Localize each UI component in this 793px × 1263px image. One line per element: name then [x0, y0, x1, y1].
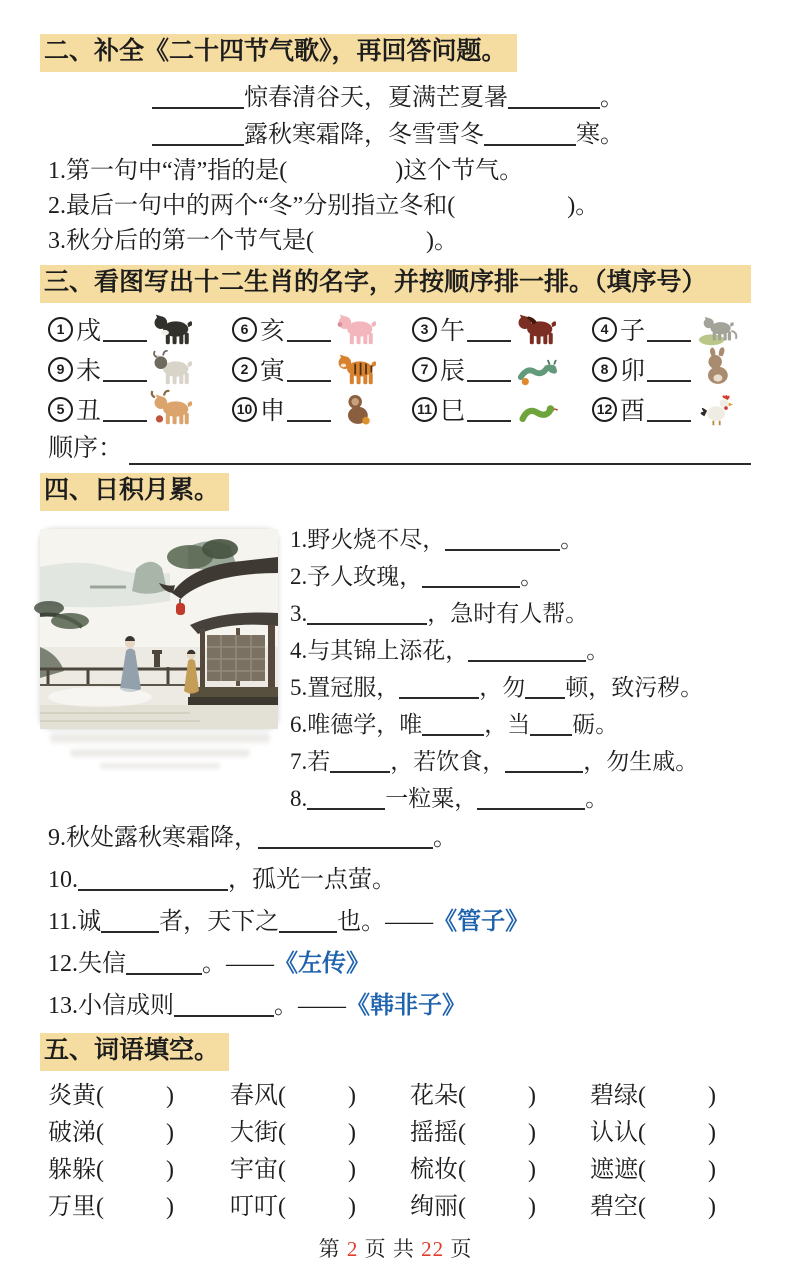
- idiom-item-4: 4.与其锦上添花， 。: [290, 638, 610, 663]
- zodiac-number-badge: 11: [412, 397, 437, 422]
- blank-line: [422, 713, 484, 736]
- idiom-item-11: 11.诚 者，天下之 也。——《管子》: [48, 909, 530, 935]
- idiom-item-7: 7.若 ，若饮食， ，勿生戚。: [290, 749, 699, 774]
- blank-line: [101, 909, 159, 933]
- zodiac-cell-hai-pig: [232, 311, 412, 347]
- idiom-item-13: 13.小信成则 。——《韩非子》: [48, 993, 466, 1019]
- word-cell: 万里( ): [48, 1194, 174, 1220]
- idiom-item-5: 5.置冠服， ，勿 顿，致污秽。: [290, 675, 704, 700]
- zodiac-number-badge: 4: [592, 317, 617, 342]
- idiom-item-6: 6.唯德学，唯 ，当 砺。: [290, 712, 619, 737]
- idiom-item-2: 2.予人玫瑰， 。: [290, 564, 544, 589]
- zodiac-number-badge: 2: [232, 357, 257, 382]
- zodiac-cell-xu-dog: [48, 311, 232, 347]
- zodiac-branch-label: 卯: [620, 358, 646, 385]
- word-cell: 躲躲( ): [48, 1157, 174, 1183]
- zodiac-branch-label: 丑: [76, 398, 102, 425]
- poem-text: 露秋寒霜降，冬雪雪冬: [244, 122, 484, 148]
- idiom-item-10: 10. ，孤光一点萤。: [48, 867, 396, 893]
- poem-line-2: [152, 117, 751, 154]
- zodiac-branch-label: 酉: [620, 398, 646, 425]
- zodiac-branch-label: 戌: [76, 318, 102, 345]
- page-number: 2: [346, 1237, 359, 1261]
- source-citation-guanzi: 《管子》: [433, 909, 530, 935]
- idiom-list: [290, 519, 751, 817]
- zodiac-branch-label: 辰: [440, 358, 466, 385]
- question-text: )这个节气。: [395, 158, 524, 184]
- zodiac-grid: [48, 311, 751, 427]
- idiom-item-9: 9.秋处露秋寒霜降， 。: [48, 825, 457, 851]
- source-citation-hanfeizi: 《韩非子》: [346, 993, 466, 1019]
- blank-line: [103, 357, 147, 382]
- zodiac-number-badge: 7: [412, 357, 437, 382]
- zodiac-number-badge: 10: [232, 397, 257, 422]
- zodiac-branch-label: 午: [440, 318, 466, 345]
- section2-heading: 二、补全《二十四节气歌》，再回答问题。: [40, 34, 517, 72]
- word-grid: [48, 1081, 751, 1223]
- source-citation-zuozhuan: 《左传》: [274, 951, 370, 977]
- word-cell: 花朵( ): [410, 1083, 536, 1109]
- dragon-icon: [515, 351, 559, 387]
- blank-line: [279, 909, 337, 933]
- word-cell: 破涕( ): [48, 1120, 174, 1146]
- blank-line: [152, 85, 244, 109]
- blank-line: [287, 357, 331, 382]
- page-footer: [40, 1233, 751, 1263]
- word-cell: 宇宙( ): [230, 1157, 356, 1183]
- zodiac-cell-chen-dragon: [412, 351, 592, 387]
- zodiac-number-badge: 8: [592, 357, 617, 382]
- word-cell: 炎黄( ): [48, 1083, 174, 1109]
- word-cell: 绚丽( ): [410, 1194, 536, 1220]
- idiom-item-1: 1.野火烧不尽， 。: [290, 527, 584, 552]
- blank-line: [647, 317, 691, 342]
- zodiac-cell-wu-horse: [412, 311, 592, 347]
- zodiac-cell-mao-rabbit: [592, 351, 759, 387]
- question-1: [48, 154, 751, 189]
- zodiac-cell-you-rooster: [592, 391, 759, 427]
- blank-line: [484, 122, 576, 146]
- question-3: [48, 224, 751, 259]
- word-cell: 大街( ): [230, 1120, 356, 1146]
- idiom-item-3: 3. ，急时有人帮。: [290, 601, 589, 626]
- zodiac-cell-wei-goat: [48, 351, 232, 387]
- zodiac-number-badge: 1: [48, 317, 73, 342]
- order-answer-line: [129, 440, 751, 465]
- idiom-item-8: 8. 一粒粟， 。: [290, 786, 609, 811]
- horse-icon: [515, 311, 559, 347]
- zodiac-cell-zi-rat: [592, 311, 759, 347]
- word-cell: 碧空( ): [590, 1194, 716, 1220]
- painting-column: [40, 519, 290, 817]
- section3-heading: 三、看图写出十二生肖的名字，并按顺序排一排。（填序号）: [40, 265, 751, 303]
- poem-text: 惊春清谷天，夏满芒夏暑: [244, 85, 508, 111]
- question-text: )。: [567, 193, 600, 219]
- word-cell: 碧绿( ): [590, 1083, 716, 1109]
- goat-icon: [151, 351, 195, 387]
- blank-line: [78, 867, 228, 891]
- blank-line: [445, 528, 560, 551]
- blank-line: [422, 565, 520, 588]
- blank-line: [126, 951, 202, 975]
- zodiac-branch-label: 巳: [440, 398, 466, 425]
- zodiac-cell-chou-ox: [48, 391, 232, 427]
- blank-line: [477, 787, 585, 810]
- blank-line: [103, 397, 147, 422]
- total-pages: 22: [421, 1237, 445, 1261]
- blank-line: [330, 750, 390, 773]
- zodiac-branch-label: 未: [76, 358, 102, 385]
- section4-body: [40, 519, 751, 817]
- rabbit-icon: [695, 351, 739, 387]
- word-cell: 摇摇( ): [410, 1120, 536, 1146]
- idiom-item-12: 12.失信 。——《左传》: [48, 951, 370, 977]
- blank-line: [467, 317, 511, 342]
- poem-punct: 。: [600, 85, 624, 111]
- blank-line: [467, 357, 511, 382]
- blank-line: [505, 750, 583, 773]
- section4-heading: 四、日积月累。: [40, 473, 229, 511]
- blank-line: [307, 787, 385, 810]
- blank-line: [399, 676, 479, 699]
- zodiac-number-badge: 3: [412, 317, 437, 342]
- question-text: 1.第一句中“清”指的是(: [48, 158, 288, 184]
- pig-icon: [335, 311, 379, 347]
- word-cell: 遮遮( ): [590, 1157, 716, 1183]
- zodiac-branch-label: 申: [260, 398, 286, 425]
- monkey-icon: [335, 391, 379, 427]
- word-cell: 认认( ): [590, 1120, 716, 1146]
- blank-line: [647, 397, 691, 422]
- zodiac-number-badge: 9: [48, 357, 73, 382]
- blank-line: [467, 397, 511, 422]
- zodiac-number-badge: 12: [592, 397, 617, 422]
- poem-punct: 寒。: [576, 122, 624, 148]
- blank-line: [174, 993, 274, 1017]
- question-text: 2.最后一句中的两个“冬”分别指立冬和(: [48, 193, 456, 219]
- word-cell: 叮叮( ): [230, 1194, 356, 1220]
- zodiac-number-badge: 6: [232, 317, 257, 342]
- painting-reflection: [40, 733, 278, 785]
- blank-line: [307, 602, 427, 625]
- question-text: 3.秋分后的第一个节气是(: [48, 228, 314, 254]
- order-label: 顺序：: [48, 435, 124, 462]
- blank-line: [258, 825, 433, 849]
- zodiac-branch-label: 亥: [260, 318, 286, 345]
- word-cell: 梳妆( ): [410, 1157, 536, 1183]
- word-cell: 春风( ): [230, 1083, 356, 1109]
- footer-text: 页: [444, 1237, 473, 1261]
- footer-text: 页 共: [358, 1237, 422, 1261]
- ox-icon: [151, 391, 195, 427]
- rooster-icon: [695, 391, 739, 427]
- blank-line: [468, 639, 586, 662]
- dog-icon: [151, 311, 195, 347]
- zodiac-cell-si-snake: [412, 391, 592, 427]
- blank-line: [103, 317, 147, 342]
- zodiac-branch-label: 寅: [260, 358, 286, 385]
- tiger-icon: [335, 351, 379, 387]
- rat-icon: [695, 311, 739, 347]
- question-text: )。: [426, 228, 458, 254]
- blank-line: [287, 397, 331, 422]
- poem-line-1: [152, 80, 751, 117]
- zodiac-number-badge: 5: [48, 397, 73, 422]
- order-row: [48, 433, 751, 465]
- ink-painting-illustration: [40, 529, 278, 729]
- zodiac-cell-shen-monkey: [232, 391, 412, 427]
- blank-line: [525, 676, 565, 699]
- blank-line: [647, 357, 691, 382]
- blank-line: [152, 122, 244, 146]
- section5-heading: 五、词语填空。: [40, 1033, 229, 1071]
- question-2: [48, 189, 751, 224]
- snake-icon: [515, 391, 559, 427]
- zodiac-branch-label: 子: [620, 318, 646, 345]
- blank-line: [530, 713, 572, 736]
- blank-line: [287, 317, 331, 342]
- zodiac-cell-yin-tiger: [232, 351, 412, 387]
- footer-text: 第: [318, 1237, 347, 1261]
- blank-line: [508, 85, 600, 109]
